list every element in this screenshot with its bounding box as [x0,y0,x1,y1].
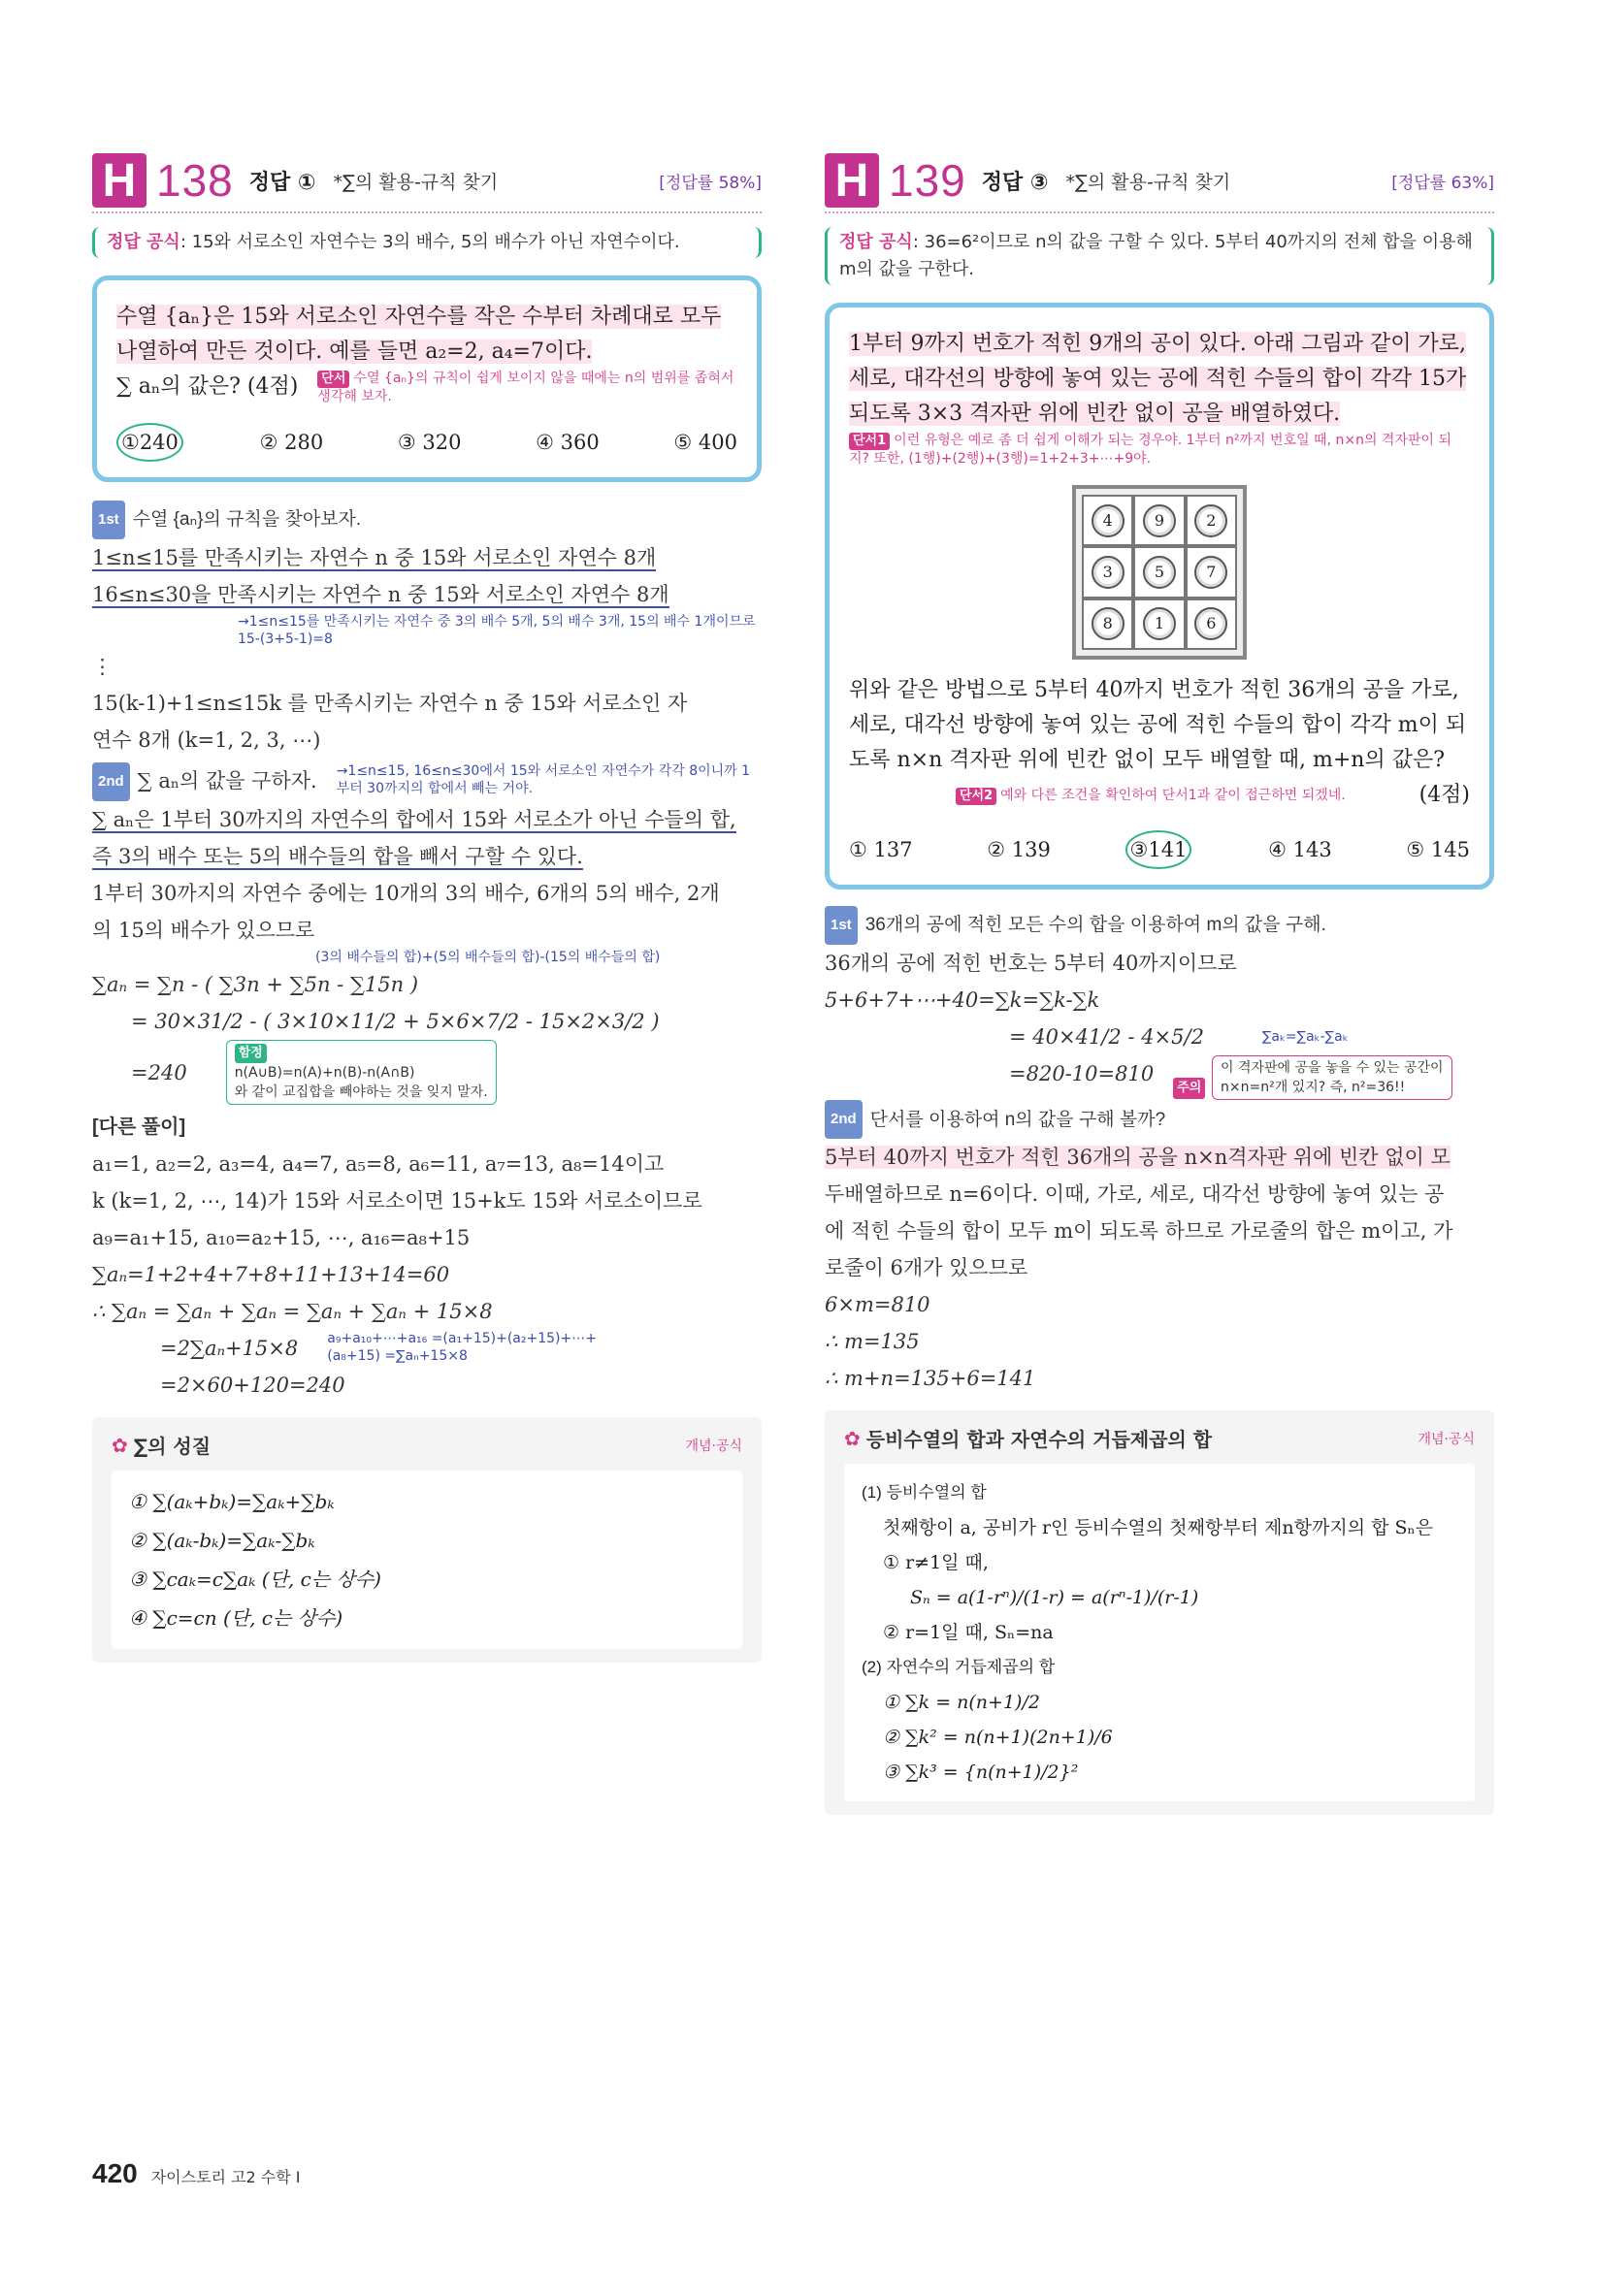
equation: 5+6+7+⋯+40=∑k=∑k-∑k [825,987,1100,1012]
property-3: ③ ∑caₖ=c∑aₖ (단, c는 상수) [129,1568,381,1591]
hint [317,370,737,405]
panel-line: ② ∑k² = n(n+1)(2n+1)/6 [883,1727,1113,1748]
hint-text: 수열 {aₙ}의 규칙이 쉽게 보이지 않을 때에는 n의 범위를 좁혀서 생각해 보자. [317,371,734,404]
solution-note: →1≤n≤15를 만족시키는 자연수 중 3의 배수 5개, 5의 배수 3개, 15의 배수 1개이므로 15-(3+5-1)=8 [238,613,756,647]
grid-cell [1133,495,1185,546]
property-4: ④ ∑c=cn (단, c는 상수) [129,1606,343,1630]
question-line: ∑ aₙ의 값은? (4점) [116,374,299,399]
flower-icon: ✿ [112,1433,128,1457]
solution-line: ∴ m=135 [825,1330,920,1353]
problem-138-header [92,155,762,213]
choices [849,830,1470,869]
left-column [92,155,762,1663]
hint-1 [849,432,1470,468]
hint-tag: 단서1 [849,433,890,450]
alt-line: a₁=1, a₂=2, a₃=4, a₄=7, a₅=8, a₆=11, a₇=13, a₈=14이고 [92,1152,665,1176]
solution-line: 1부터 30까지의 자연수 중에는 10개의 3의 배수, 6개의 5의 배수, 2개 [92,882,720,905]
question-box [92,275,762,482]
solution [825,905,1494,1397]
choice-5[interactable]: ⑤ 400 [673,431,737,454]
step-2-title: 단서를 이용하여 n의 값을 구해 볼까? [869,1109,1166,1130]
answer-label: 정답 ③ [981,170,1049,195]
step-1-title: 36개의 공에 적힌 모든 수의 합을 이용하여 m의 값을 구해. [864,915,1326,935]
solution-line: 1≤n≤15를 만족시키는 자연수 n 중 15와 서로소인 자연수 8개 [92,545,657,569]
grid-cell [1186,598,1237,650]
ball: 3 [1092,556,1124,589]
topic: *∑의 활용-규칙 찾기 [1065,171,1231,193]
panel-tag: 개념·공식 [1418,1431,1475,1447]
solution-line: ∴ m+n=135+6=141 [825,1367,1036,1390]
problem-label: H [825,153,879,208]
choice-3[interactable]: ③ 320 [397,431,462,454]
caution-box [1212,1055,1452,1100]
page-number: 420 [92,2158,138,2188]
solution-line: 5부터 40까지 번호가 적힌 36개의 공을 n×n격자판 위에 빈칸 없이 모 [825,1146,1450,1169]
equation: = 40×41/2 - 4×5/2 [1009,1024,1204,1049]
question-box [825,303,1494,889]
page-footer [92,2158,301,2189]
choice-3[interactable] [1125,830,1194,869]
step-2-label: 2nd [825,1100,863,1139]
panel-title: ∑의 성질 [133,1435,212,1458]
book-title: 자이스토리 고2 수학 I [150,2168,301,2186]
solution-line: 로줄이 6개가 있으므로 [825,1256,1028,1279]
choice-1[interactable]: ① 137 [849,838,913,861]
alt-line: =2∑aₙ+15×8 [160,1337,299,1360]
equation: ∑aₙ = ∑n - ( ∑3n + ∑5n - ∑15n ) [92,973,419,996]
caution-line: 이 격자판에 공을 놓을 수 있는 공간이 [1221,1059,1444,1076]
choice-4[interactable]: ④ 360 [536,431,600,454]
question-line: 수열 {aₙ}은 15와 서로소인 자연수를 작은 수부터 차례대로 모두 [116,305,722,329]
solution-line: 의 15의 배수가 있으므로 [92,919,315,942]
solution-note: (3의 배수들의 합)+(5의 배수들의 합)-(15의 배수들의 합) [315,950,661,965]
hint-tag: 단서 [317,371,349,388]
grid-cell [1186,546,1237,598]
choice-5[interactable]: ⑤ 145 [1406,838,1470,861]
choice-2[interactable]: ② 139 [987,838,1051,861]
caution-line: n×n=n²개 있지? 즉, n²=36!! [1221,1079,1406,1095]
caution-note [1173,1055,1451,1100]
solution-line: ∑ aₙ은 1부터 30까지의 자연수의 합에서 15와 서로소가 아닌 수들의 합, [92,808,736,831]
panel-subtitle: (1) 등비수열의 합 [862,1483,987,1502]
panel-line: 첫째항이 a, 공비가 r인 등비수열의 첫째항부터 제n항까지의 합 Sₙ은 [883,1517,1434,1538]
trap-line: 와 같이 교집합을 빼야하는 것을 잊지 말자. [234,1084,488,1100]
step-1-label: 1st [825,906,858,945]
formula-text: : 15와 서로소인 자연수는 3의 배수, 5의 배수가 아닌 자연수이다. [179,232,680,252]
question-line: 도록 n×n 격자판 위에 빈칸 없이 모두 배열할 때, m+n의 값은? [849,748,1445,772]
ball: 2 [1194,504,1227,537]
panel-subtitle: (2) 자연수의 거듭제곱의 합 [862,1658,1056,1676]
panel-line: ① ∑k = n(n+1)/2 [883,1692,1040,1713]
question-line: 되도록 3×3 격자판 위에 빈칸 없이 공을 배열하였다. [849,402,1341,426]
question-line: 세로, 대각선 방향에 놓여 있는 공에 적힌 수들의 합이 각각 m이 되 [849,713,1467,737]
solution-line: 6×m=810 [825,1293,930,1316]
choice-4[interactable]: ④ 143 [1268,838,1332,861]
problem-number: 139 [889,155,966,206]
magic-square-figure [1072,485,1247,660]
equation: = 30×31/2 - ( 3×10×11/2 + 5×6×7/2 - 15×2×3/2 ) [131,1010,660,1033]
trap-note [226,1040,497,1105]
ball: 8 [1092,607,1124,640]
solution-line: 연수 8개 (k=1, 2, 3, ⋯) [92,728,321,752]
question-line: 위와 같은 방법으로 5부터 40까지 번호가 적힌 36개의 공을 가로, [849,678,1459,702]
panel-content [844,1464,1475,1801]
right-column [825,155,1494,1815]
choices [116,423,737,462]
step-1-title: 수열 {aₙ}의 규칙을 찾아보자. [132,509,362,530]
panel-title: 등비수열의 합과 자연수의 거듭제곱의 합 [865,1428,1213,1451]
ball: 4 [1092,504,1124,537]
grid-cell [1082,598,1133,650]
caution-label: 주의 [1173,1078,1205,1099]
geometric-sum-panel [825,1410,1494,1815]
solution-line: 15(k-1)+1≤n≤15k 를 만족시키는 자연수 n 중 15와 서로소인 자 [92,691,688,715]
panel-line: ② r=1일 때, Sₙ=na [883,1622,1054,1643]
problem-139-header [825,155,1494,213]
solution-line: ⋮ [92,654,113,678]
equation: =820-10=810 [1009,1061,1155,1085]
formula-label: 정답 공식 [839,232,913,252]
answer-circle: ③141 [1125,830,1192,869]
answer-label: 정답 ① [248,170,316,195]
correct-rate: [정답률 58%] [659,173,762,193]
grid-cell [1186,495,1237,546]
answer-formula [92,227,762,258]
correct-rate: [정답률 63%] [1391,173,1494,193]
equation: =240 [131,1060,187,1084]
solution-line: 에 적힌 수들의 합이 모두 m이 되도록 하므로 가로줄의 합은 m이고, 가 [825,1219,1453,1243]
alt-line: k (k=1, 2, ⋯, 14)가 15와 서로소이면 15+k도 15와 서로소이므로 [92,1189,702,1213]
question-line: 세로, 대각선의 방향에 놓여 있는 공에 적힌 수들의 합이 각각 15가 [849,367,1467,391]
hint-2 [956,787,1346,805]
panel-line: ① r≠1일 때, [883,1552,989,1573]
panel-line: ③ ∑k³ = {n(n+1)/2}² [883,1762,1079,1783]
problem-number: 138 [156,155,234,206]
flower-icon: ✿ [844,1426,861,1450]
solution-line: 36개의 공에 적힌 번호는 5부터 40까지이므로 [825,951,1237,975]
step-2-title: ∑ aₙ의 값을 구하자. [137,768,317,792]
panel-content [112,1471,742,1649]
grid-cell [1082,546,1133,598]
step-2-label: 2nd [92,762,130,801]
solution-note: →1≤n≤15, 16≤n≤30에서 15와 서로소인 자연수가 각각 8이니까 1부터 30까지의 합에서 빼는 거야. [336,762,751,796]
ball: 1 [1143,607,1176,640]
alt-line: ∴ ∑aₙ = ∑aₙ + ∑aₙ = ∑aₙ + ∑aₙ + 15×8 [92,1300,493,1323]
grid-cell [1082,495,1133,546]
alt-line: =2×60+120=240 [160,1374,345,1397]
solution-line: 즉 3의 배수 또는 5의 배수들의 합을 빼서 구할 수 있다. [92,845,583,868]
formula-label: 정답 공식 [107,232,180,252]
sigma-properties-panel [92,1417,762,1663]
hint-text: 이런 유형은 예로 좀 더 쉽게 이해가 되는 경우야. 1부터 n²까지 번호일 때, n×n의 격자판이 되지? 또한, (1행)+(2행)+(3행)=1+2+3+⋯+9야. [849,433,1451,467]
trap-label: 함정 [235,1044,267,1063]
grid-cell [1133,546,1185,598]
step-1-label: 1st [92,501,125,539]
ball: 9 [1143,504,1176,537]
ball: 5 [1143,556,1176,589]
panel-line: Sₙ = a(1-rⁿ)/(1-r) = a(rⁿ-1)/(r-1) [910,1587,1199,1608]
alt-line: ∑aₙ=1+2+4+7+8+11+13+14=60 [92,1263,450,1286]
formula-text: : 36=6²이므로 n의 값을 구할 수 있다. 5부터 40까지의 전체 합을 이용해 m의 값을 구한다. [839,232,1473,279]
hint-tag: 단서2 [956,788,996,805]
solution [92,500,762,1404]
solution-note: ∑aₖ=∑aₖ-∑aₖ [1261,1028,1349,1045]
answer-circle: ①240 [116,423,183,462]
trap-line: n(A∪B)=n(A)+n(B)-n(A∩B) [234,1065,415,1081]
alt-title: [다른 풀이] [92,1116,186,1138]
choice-2[interactable]: ② 280 [259,431,324,454]
alt-note: a₉+a₁₀+⋯+a₁₆ =(a₁+15)+(a₂+15)+⋯+(a₈+15) =∑aₙ+15×8 [327,1331,597,1364]
solution-line: 16≤n≤30을 만족시키는 자연수 n 중 15와 서로소인 자연수 8개 [92,582,669,606]
hint-text: 예와 다른 조건을 확인하여 단서1과 같이 접근하면 되겠네. [1000,787,1346,803]
solution-line: 두배열하므로 n=6이다. 이때, 가로, 세로, 대각선 방향에 놓여 있는 공 [825,1182,1445,1206]
question-line: 나열하여 만든 것이다. 예를 들면 a₂=2, a₄=7이다. [116,340,593,364]
property-2: ② ∑(aₖ-bₖ)=∑aₖ-∑bₖ [129,1529,315,1552]
property-1: ① ∑(aₖ+bₖ)=∑aₖ+∑bₖ [129,1490,335,1513]
answer-formula [825,227,1494,285]
choice-1[interactable] [116,423,185,462]
ball: 7 [1194,556,1227,589]
problem-label: H [92,153,147,208]
topic: *∑의 활용-규칙 찾기 [333,171,499,193]
grid-cell [1133,598,1185,650]
ball: 6 [1194,607,1227,640]
points: (4점) [1418,783,1470,807]
alt-line: a₉=a₁+15, a₁₀=a₂+15, ⋯, a₁₆=a₈+15 [92,1226,471,1249]
question-line: 1부터 9까지 번호가 적힌 9개의 공이 있다. 아래 그림과 같이 가로, [849,332,1466,356]
panel-tag: 개념·공식 [685,1438,742,1454]
